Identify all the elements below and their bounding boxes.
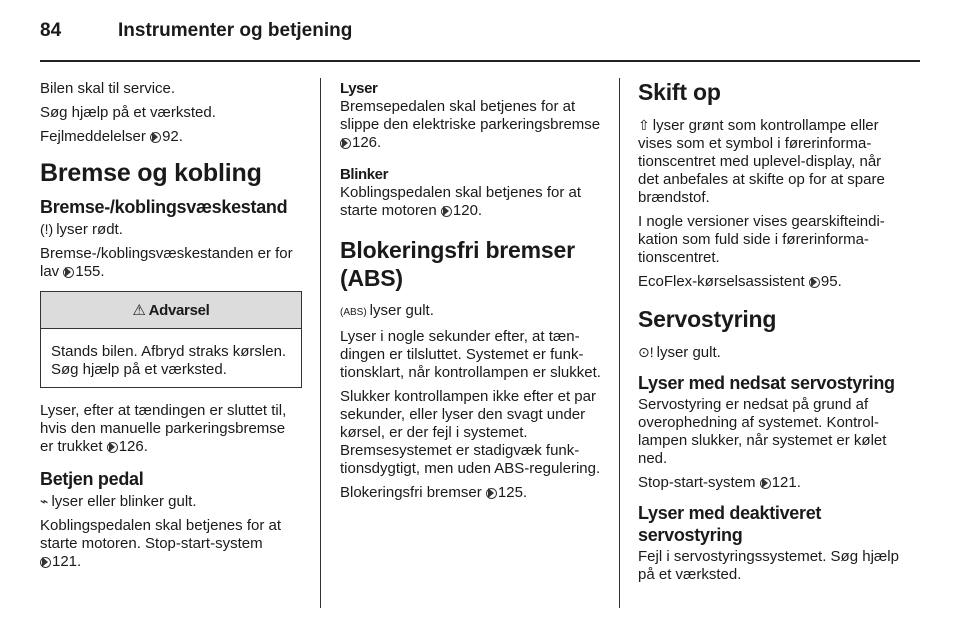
page-ref-icon (762, 478, 768, 488)
column-1 (40, 80, 302, 577)
paragraph: Lyser, efter at tændingen er sluttet til, hvis den manuelle parkeringsbremse er trukket 126. (40, 402, 287, 455)
column-3 (638, 80, 902, 590)
section-heading: Bremse og kobling (40, 159, 262, 187)
page-ref-link[interactable]: 120. (452, 202, 483, 219)
page-ref-link[interactable]: 121. (771, 474, 801, 491)
paragraph: ⇧ lyser grønt som kontrollampe eller vises som et symbol i førerinformationscentret med uplevel-display, når det anbefales at skifte op for at spare brændstof. (638, 117, 885, 206)
page-ref-icon (811, 277, 817, 287)
column-divider (320, 78, 321, 608)
page-ref-icon (65, 267, 71, 277)
paragraph: Bremse-/koblingsvæskestanden er for lav 155. (40, 245, 293, 280)
page-ref-icon (109, 442, 115, 452)
warning-box (40, 291, 302, 388)
paragraph: Søg hjælp på et værksted. (40, 104, 216, 121)
paragraph: ⌁ lyser eller blinker gult. (40, 493, 197, 510)
paragraph: Blokeringsfri bremser 125. (340, 484, 528, 501)
paragraph: Lyser i nogle sekunder efter, at tændingen er tilsluttet. Systemet er funktionsklart, når kontrollampen er slukket. (340, 328, 601, 381)
paragraph: Fejl i servostyringssystemet. Søg hjælp på et værksted. (638, 548, 899, 583)
page-ref-link[interactable]: 155. (75, 263, 105, 280)
abs-icon: (ABS) (340, 307, 367, 318)
section-heading: Servostyring (638, 306, 777, 332)
paragraph: Servostyring er nedsat på grund af overophedning af systemet. Kontrollampen slukker, når systemet er kølet ned. (638, 396, 887, 467)
subsection-heading: Betjen pedal (40, 469, 144, 489)
paragraph: (ABS) lyser gult. (340, 302, 602, 322)
subsection-heading: Bremse-/koblingsvæskestand (40, 197, 288, 217)
page-ref-link[interactable]: 126. (352, 134, 382, 151)
page-title: Instrumenter og betjening (118, 20, 353, 41)
paragraph: Slukker kontrollampen ikke efter et par sekunder, eller lyser den svagt under kørsel, er der fejl i systemet. Bremsesystemet er stadigvæk funktionsdygtigt, men uden ABS-regulering. (340, 388, 601, 477)
paragraph: Koblingspedalen skal betjenes for at starte motoren. Stop-start-system 121. (40, 517, 281, 570)
page-ref-icon (342, 138, 348, 148)
section-heading: Skift op (638, 79, 721, 105)
page-ref-link[interactable]: 92. (162, 128, 183, 145)
warning-triangle-icon: ⚠ (132, 302, 146, 319)
paragraph: I nogle versioner vises gearskifteindikation som fuld side i førerinformationscentret. (638, 213, 885, 266)
header-divider (40, 60, 920, 62)
subsection-heading: Lyser med nedsat servostyring (638, 373, 895, 393)
paragraph: EcoFlex-kørselsassistent 95. (638, 273, 842, 290)
subheading: Blinker (340, 166, 389, 183)
page-ref-link[interactable]: 95. (820, 273, 842, 290)
paragraph: ⊙! lyser gult. (638, 344, 721, 361)
column-2 (340, 80, 602, 508)
page-ref-icon (488, 488, 494, 498)
column-divider (619, 78, 620, 608)
page-ref-link[interactable]: 126. (118, 438, 148, 455)
paragraph: Stop-start-system 121. (638, 474, 801, 491)
shift-up-icon: ⇧ (638, 117, 650, 133)
paragraph: Bremsepedalen skal betjenes for at slippe den elektriske parkeringsbremse 126. (340, 98, 601, 151)
page-ref-icon (42, 557, 48, 567)
warning-text: Stands bilen. Afbryd straks kørslen. Søg hjælp på et værksted. (51, 343, 287, 378)
paragraph: (!) lyser rødt. (40, 221, 123, 238)
subsection-heading: Lyser med deaktiveret servostyring (638, 503, 822, 545)
page-ref-link[interactable]: 121. (52, 553, 82, 570)
clutch-pedal-icon: ⌁ (40, 493, 49, 509)
warning-header: ⚠ Advarsel (41, 292, 301, 329)
paragraph: Koblingspedalen skal betjenes for at starte motoren 120. (340, 184, 581, 219)
page-ref-link[interactable]: 125. (497, 484, 528, 501)
page-ref-icon (443, 206, 449, 216)
paragraph: Fejlmeddelelser 92. (40, 128, 183, 145)
page-ref-icon (152, 132, 158, 142)
subheading: Lyser (340, 80, 378, 97)
steering-warning-icon: ⊙! (638, 344, 654, 360)
page-number: 84 (40, 20, 62, 41)
section-heading: Blokeringsfri bremser (ABS) (340, 237, 575, 291)
brake-warning-icon: (!) (40, 221, 54, 237)
page-header (40, 10, 920, 54)
paragraph: Bilen skal til service. (40, 80, 176, 97)
